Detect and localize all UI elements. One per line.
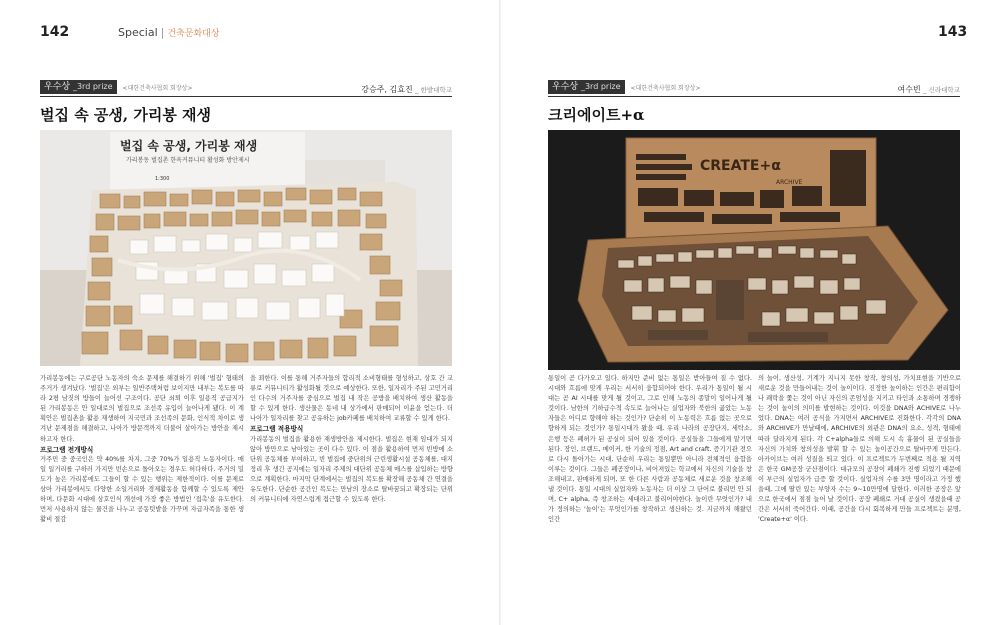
model-photo-right <box>548 130 960 370</box>
body-column-right-2 <box>758 374 961 525</box>
board-scale: 1:300 <box>155 176 170 182</box>
body-paragraph: 을 꾀한다. 이를 통해 거주자들의 합리적 소비형태를 형성하고, 상호 간 교류로 커뮤니티가 활성화될 것으로 예상한다. 또한, 일자리가 주된 고민거리인 다수의 거주자를 중심으로 벌집 내 작은 공방을 배치하여 생산 활동을 할 수 있게 한다. 생산물은 동네 내 상가에서 판매되어 이윤을 얻는다. 더 나아가 일자리를 찾고 공유하는 job카페를 배치하여 교류할 수 있게 한다. <box>250 375 453 423</box>
board-title-right: CREATE+α <box>700 158 781 174</box>
author-left: 강승주, 김효진 _ 한밭대학교 <box>361 85 452 94</box>
section-label: Special <box>118 26 158 39</box>
section-sublabel: 건축문화대상 <box>167 29 220 39</box>
page-gutter <box>499 0 501 625</box>
model-photo-left <box>40 130 452 366</box>
section-header: Special | 건축문화대상 <box>118 26 220 39</box>
prize-org: <대한건축사협회 회장상> <box>122 84 193 92</box>
body-heading: 프로그램 적용방식 <box>250 425 304 434</box>
page-number-right: 143 <box>938 24 968 40</box>
author-affiliation: 신라대학교 <box>928 86 960 94</box>
board-sub-right: ARCHIVE <box>776 179 803 186</box>
board-title-left: 벌집 속 공생, 가리봉 재생 <box>120 139 258 153</box>
body-heading: 프로그램 전개방식 <box>40 445 94 454</box>
author-names: 강승주, 김효진 <box>361 85 413 94</box>
body-paragraph: 의 놀이, 생산성, 기계가 지니지 못한 창작, 창의성, 가치표현을 기반으로 새로운 것을 만들어내는 것이 놀이이다. 진정한 놀이하는 인간은 편리함이나 쾌락을 쫓는 것이 아닌 자신의 존엄성을 지키고 타인과 소통하며 경쟁하는 것이 놀이의 의미를 발현하는 것이다. 이것을 DNA와 ACHIVE로 나누었다. DNA는 여러 공식을 가지면서 ARCHIVE로 진화한다. 각각의 DNA와 ARCHIVE가 만날때에, ARCHIVE의 외관은 DNA의 요소, 성격, 형태에 따라 달라지게 된다. 각 C+alpha들로 의해 도시 속 흉물이 된 공실들을 자신의 가치와 창의성을 발휘 할 수 있는 놀이공간으로 탈바꾸게 만든다. 아카이브는 여러 성질을 띄고 있다. 이 프로젝트가 두번째로 적용 될 지역은 한국 GM공장 군산점이다. 대규모의 공장이 폐쇄가 진행 되었기 때문에 이 부근의 실업자가 급증 할 것이다. 실업자의 수를 3만 명이라고 가정 했을때, 그에 딸린 있는 부양자 수는 9~10만명에 달한다. 이러한 공장은 앞으로 한국에서 점점 늘어 날 것이다. 공장 폐쇄로 거대 공실이 생겼을때 공간은 서서히 죽어간다. 이때, 공간을 다시 회복하게 만들 프로젝트는 분명, 'Create+α' 이다. <box>758 375 961 524</box>
header-rule-left <box>40 96 452 97</box>
article-title-left: 벌집 속 공생, 가리봉 재생 <box>40 106 212 124</box>
body-column-left-2 <box>250 374 453 505</box>
page-number-left: 142 <box>40 24 70 40</box>
prize-badge: 우수상 _3rd prize <box>548 80 625 94</box>
author-right: 여수빈 _ 신라대학교 <box>897 85 960 94</box>
prize-tag-left <box>40 80 192 94</box>
author-affiliation: 한밭대학교 <box>420 86 452 94</box>
author-names: 여수빈 <box>897 85 921 94</box>
body-paragraph: 거주민 중 중국인은 약 40%를 차지, 그중 70%가 일용직 노동자이다. 매일 일거리를 구하러 가지만 빈손으로 돌아오는 경우도 허다하다. 주거의 밀도가 높은 가리봉에도 그들이 할 수 있는 행위는 제한적이다. 이를 문제로 삼아 가리봉에서도 다양한 소일거리와 경제활동을 함께할 수 있도록 제안하며, 다문화 시대에 상호인식 개선에 가장 좋은 방법인 '접촉'을 유도한다. 먼저 사용하지 않는 물건을 나누고 공동텃밭을 가꾸며 자급자족을 통한 생활비 절감 <box>40 455 244 524</box>
prize-badge: 우수상 _3rd prize <box>40 80 117 94</box>
body-column-left-1 <box>40 374 244 525</box>
prize-tag-right <box>548 80 700 94</box>
body-paragraph: 가리봉동의 벌집을 활용한 재생방안을 제시한다. 벌집은 현재 임대가 되지 않아 방만으로 남아있는 곳이 다수 있다. 이 점을 활용하여 먼저 빈방에 소단위 공동체를 부여하고, 빈 벌집에 중단위의 근린생활시설 공동체를, 대지 정리 후 생긴 공지에는 일자리 주제의 대단위 공동체 매스를 삽입하는 방향으로 계획한다. 마지막 단계에서는 벌집의 복도를 확장해 공동체 간 연결을 유도한다. 단순한 공간인 복도는 만남의 장소로 탈바꿈되고 확장되는 단위의 커뮤니티에 자연스럽게 접근할 수 있도록 한다. <box>250 435 453 504</box>
body-paragraph: 통일이 곧 다가오고 있다. 하지만 준비 없는 통일은 받아들여 질 수 없다. 시대와 흐름에 맞게 우리는 서서히 융합되어야 한다. 우리가 통일이 될 시대는 곧 AI 시대를 맞게 될 것이고, 그로 인해 노동의 종말이 일어나게 될 것이다. 남한의 기하급수적 속도로 늘어나는 실업자와 북한의 곪았는 노동자들은 어디로 향해야 하는 것인가? 단순히 이 노동력은 흐름 없는 곳으로 향하게 되는 것인가? 통일시대가 왔을 때, 우리 나라의 공장단지, 세탁소, 은행 등은 폐허가 된 공실이 되어 있을 것이다. 공실들을 그들에게 맡기면 된다. 장인, 브랜드, 메이커, 한 기술의 정점, Art and craft. 증기기관 전으로 다시 돌아가는 시대, 단순히 우리는 통일뿐만 아니라 전체적인 융합을 이루는 것이다. 그들은 폐공장이나, 비어져있는 학교에서 자신의 기술을 창조해내고, 판매하게 되며, 또 한 다른 사람과 공동체로 새로운 것을 창조해낼 것이다. 통일 시대의 실업자와 노동자는 더 이상 그 단어로 불리먼 안 되며, C+ alpha, 즉 창조하는 세대라고 불리어야한다. 놀이란 무엇인가? 내가 정의하는 '놀이'는 무엇인가를 창작하고 생산하는 것. 지금까지 해왔던 인간 <box>548 375 752 524</box>
body-paragraph: 가리봉동에는 구로공단 노동자의 숙소 문제를 해결하기 위해 '벌집' 형태의 주거가 생겨났다. '벌집'은 외부는 일반주택처럼 보이지만 내부는 복도를 따라 2평 남짓의 방들이 늘어선 구조이다. 공단 쇠퇴 이후 일용직 공급지가 된 가리봉동은 안 일대로의 벌집으로 조선족 유입이 늘어나게 됐다. 이 계획안은 벌집촌을 활용 재생하여 지국민과 조선족의 문화, 인식적 차이로 생겨난 문제점을 해결하고, 나아가 방문객까지 더불어 살아가는 방안을 제시하고자 한다. <box>40 375 244 443</box>
body-column-right-1 <box>548 374 752 525</box>
board-subtitle-left: 가리봉동 벌집촌 한옥커뮤니티 활성화 방안제시 <box>126 157 250 164</box>
prize-org: <대한건축사협회 회장상> <box>630 84 701 92</box>
article-title-right: 크리에이트+α <box>548 106 645 124</box>
header-rule-right <box>548 96 960 97</box>
